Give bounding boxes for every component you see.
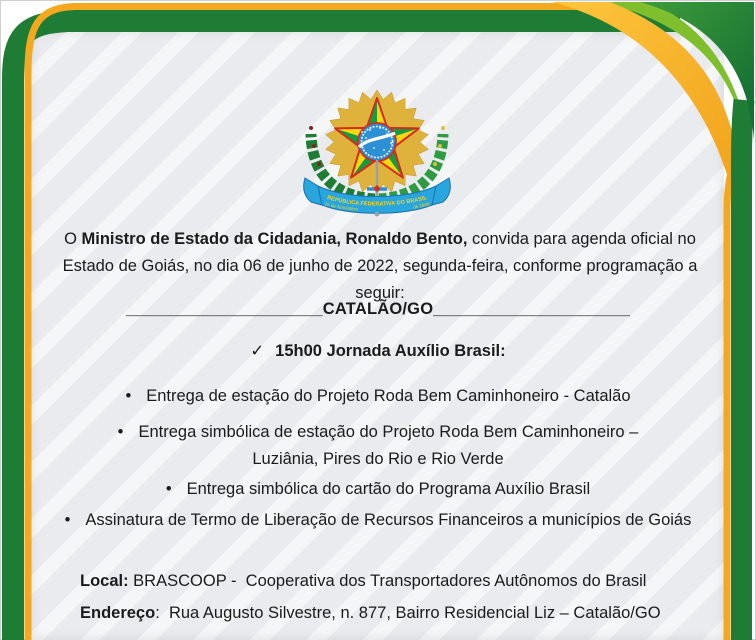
city-header <box>0 299 756 320</box>
bullet-marker: • <box>64 511 71 529</box>
city-header-left-line: _____________________ <box>125 300 323 318</box>
bullet-text: Entrega simbólica do cartão do Programa Auxílio Brasil <box>186 480 591 498</box>
address-value: : Rua Augusto Silvestre, n. 877, Bairro Residencial Liz – Catalão/GO <box>155 604 661 622</box>
emblem-ribbon-title: REPÚBLICA FEDERATIVA DO BRASIL <box>326 195 428 208</box>
bullet-text-continuation: Luziânia, Pires do Rio e Rio Verde <box>252 450 504 468</box>
bullet-text: Assinatura de Termo de Liberação de Recursos Financeiros a municípios de Goiás <box>85 511 692 529</box>
venue-line <box>80 571 646 592</box>
bullet-text: Entrega de estação do Projeto Roda Bem Caminhoneiro - Catalão <box>146 387 631 405</box>
agenda-heading <box>0 341 756 362</box>
venue-label: Local: <box>80 572 129 590</box>
intro-prefix: O <box>64 230 82 248</box>
agenda-title: 15h00 Jornada Auxílio Brasil: <box>275 342 506 360</box>
venue-value: BRASCOOP - Cooperativa dos Transportadores Autônomos do Brasil <box>128 572 647 590</box>
city-header-right-line: _____________________ <box>433 300 631 318</box>
bullet-marker: • <box>165 480 172 498</box>
intro-minister-name: Ministro de Estado da Cidadania, Ronaldo Bento, <box>81 230 468 248</box>
bullet-marker: • <box>125 387 132 405</box>
bullet-item <box>30 479 726 500</box>
intro-rest: convida para agenda oficial no Estado de Goiás, no dia 06 de junho de 2022, segunda-feira, conforme programação a seguir: <box>62 230 702 302</box>
bullet-item <box>30 510 726 531</box>
city-header-city: CATALÃO/GO <box>322 300 434 318</box>
emblem-ribbon-date-right: de 1889 <box>412 201 430 210</box>
address-line <box>80 603 661 624</box>
checkmark-icon: ✓ <box>250 342 265 360</box>
intro-paragraph <box>40 226 720 307</box>
address-label: Endereço <box>80 604 156 622</box>
bullet-text: Entrega simbólica de estação do Projeto Roda Bem Caminhoneiro – <box>138 423 639 441</box>
bullet-item <box>30 422 726 470</box>
bullet-list <box>30 386 726 531</box>
bullet-item <box>30 386 726 407</box>
emblem-ribbon-date-left: 15 de Novembro <box>324 201 359 212</box>
bullet-marker: • <box>117 423 124 441</box>
